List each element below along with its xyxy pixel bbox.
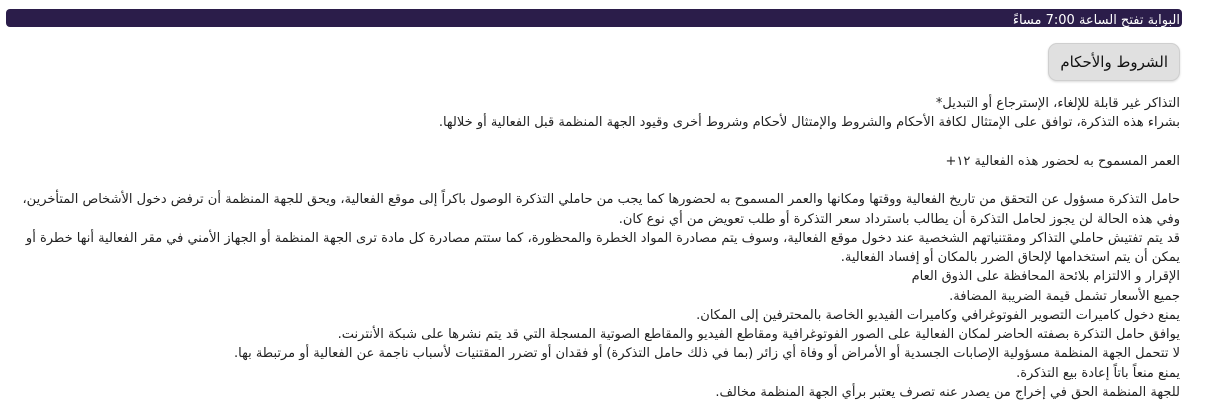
terms-line-camera-ban: يمنع دخول كاميرات التصوير الفوتوغرافي وكاميرات الفيديو الخاصة بالمحترفين إلى المكان. bbox=[696, 307, 1180, 323]
terms-line-media-consent: يوافق حامل التذكرة بصفته الحاضر لمكان الفعالية على الصور الفوتوغرافية ومقاطع الفيديو والمقاطع الصوتية المسجلة التي قد يتم نشرها على شبكة الأنترنت. bbox=[337, 327, 1180, 342]
terms-line-public-taste: الإقرار و الالتزام بلائحة المحافظة على الذوق العام bbox=[911, 269, 1180, 285]
terms-title-badge: الشروط والأحكام bbox=[1048, 43, 1180, 81]
terms-line-vat: جميع الأسعار تشمل قيمة الضريبة المضافة. bbox=[949, 288, 1180, 304]
terms-line-acceptance: بشراء هذه التذكرة، توافق على الإمتثال لكافة الأحكام والشروط والإمتثال لأحكام وشروط أخرى وقيود الجهة المنظمة قبل الفعالية أو خلالها. bbox=[438, 115, 1180, 131]
terms-line-age-limit: العمر المسموح به لحضور هذه الفعالية ١٢+ bbox=[945, 153, 1180, 169]
terms-body bbox=[20, 94, 1180, 402]
terms-line-security-inspection: قد يتم تفتيش حاملي التذاكر ومقتنياتهم الشخصية عند دخول موقع الفعالية، وسوف يتم مصادرة المواد الخطرة والمحظورة، كما ستتم مصادرة كل مادة ترى الجهة المنظمة أو الجهاز الأمني في مقر الفعالية أنها خطرة أو يمكن أن يتم استخدامها لإلحاق الضرر بالمكان أو إفساد الفعالية. bbox=[25, 230, 1180, 265]
terms-spacer bbox=[20, 171, 1180, 190]
gate-notice-text: البوابة تفتح الساعة 7:00 مساءً bbox=[1012, 13, 1180, 28]
terms-line-expulsion: للجهة المنظمة الحق في إخراج من يصدر عنه تصرف يعتبر برأي الجهة المنظمة مخالف. bbox=[715, 384, 1180, 400]
gate-notice-bar bbox=[6, 9, 1182, 27]
terms-line-no-refund: التذاكر غير قابلة للإلغاء، الإسترجاع أو التبديل* bbox=[935, 96, 1180, 111]
terms-line-holder-responsibility: حامل التذكرة مسؤول عن التحقق من تاريخ الفعالية ووقتها ومكانها والعمر المسموح به لحضورها كما يجب من حاملي التذكرة الوصول باكراً إلى موقع الفعالية، ويحق للجهة المنظمة أن ترفض دخول الأشخاص المتأخرين، وفي هذه الحالة لن يجوز لحامل التذكرة أن يطالب باسترداد سعر التذكرة أو طلب تعويض من أي نوع كان. bbox=[22, 192, 1180, 227]
terms-line-resale-ban: يمنع منعاً باتاً إعادة بيع التذكرة. bbox=[1016, 365, 1180, 381]
terms-line-liability: لا تتحمل الجهة المنظمة مسؤولية الإصابات الجسدية أو الأمراض أو وفاة أي زائر (بما في ذلك حامل التذكرة) أو فقدان أو تضرر المقتنيات لأسباب ناجمة عن الفعالية أو مرتبطة بها. bbox=[234, 346, 1180, 362]
terms-spacer bbox=[20, 133, 1180, 152]
